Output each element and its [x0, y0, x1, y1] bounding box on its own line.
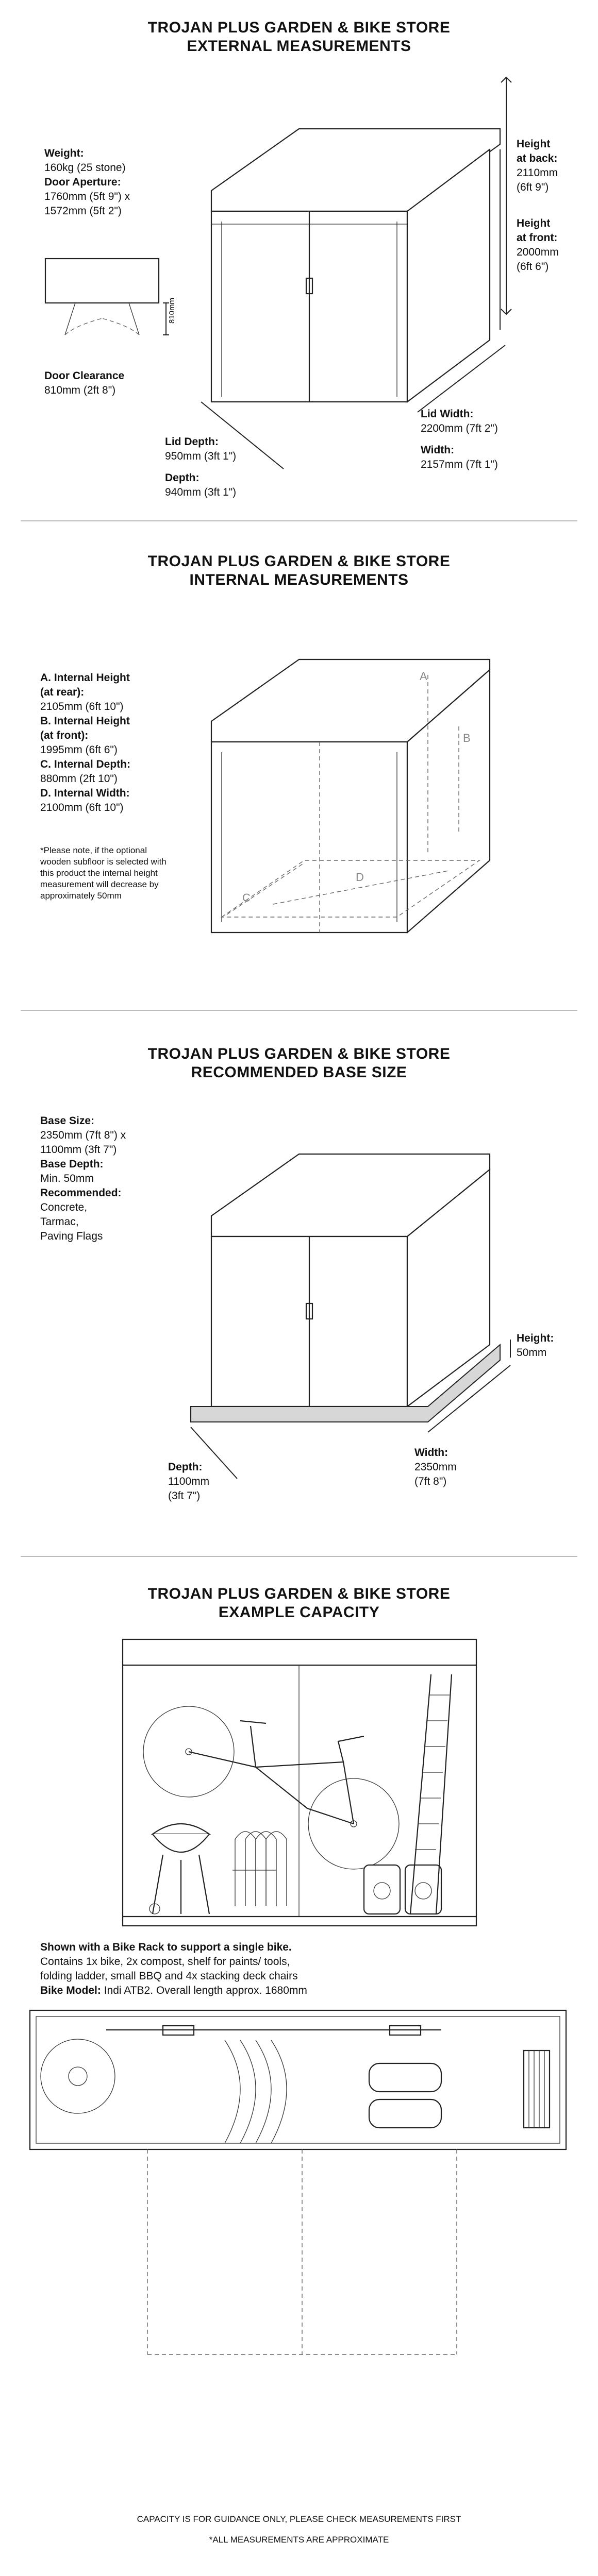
internal-title: [0, 552, 598, 589]
divider-2: [21, 1010, 577, 1011]
right-door-swing: [102, 318, 139, 335]
weight-block: [44, 146, 130, 218]
depth-label: Depth:: [165, 472, 200, 484]
base-title-line2: RECOMMENDED BASE SIZE: [191, 1064, 407, 1081]
recommended-item-1: Concrete,: [40, 1201, 88, 1213]
base-height-block: [517, 1331, 554, 1360]
external-shed-drawing: [191, 72, 500, 433]
base-height-value: 50mm: [517, 1347, 547, 1359]
base-depth-label: Base Depth:: [40, 1158, 104, 1170]
height-front-label-2: at front:: [517, 232, 558, 244]
door-clearance-diagram: [44, 258, 178, 371]
recommended-item-3: Paving Flags: [40, 1230, 103, 1242]
base-size-value-2: 1100mm (3ft 7"): [40, 1144, 117, 1156]
bike-model-value: Indi ATB2. Overall length approx. 1680mm: [104, 1985, 307, 1996]
divider-3: [21, 1556, 577, 1557]
base-width-block: [414, 1446, 457, 1489]
lid-width-label: Lid Width:: [421, 408, 474, 420]
b-value: 1995mm (6ft 6"): [40, 744, 118, 756]
base-width-label: Width:: [414, 1447, 448, 1459]
contains-line-1: Contains 1x bike, 2x compost, shelf for paints/ tools,: [40, 1956, 290, 1968]
base-depth-dim-value-2: (3ft 7"): [168, 1490, 201, 1502]
capacity-plan-drawing: [29, 2009, 575, 2360]
left-door-swing: [65, 318, 102, 335]
capacity-front-drawing: [122, 1638, 477, 1927]
a-label-2: (at rear):: [40, 686, 85, 698]
internal-title-line2: INTERNAL MEASUREMENTS: [189, 571, 409, 588]
height-back-block: [517, 137, 558, 195]
plan-ladder-icon: [524, 2050, 550, 2128]
door-clearance-value: 810mm (2ft 8"): [44, 384, 116, 396]
base-title-line1: TROJAN PLUS GARDEN & BIKE STORE: [147, 1045, 451, 1062]
door-aperture-value-2: 1572mm (5ft 2"): [44, 205, 122, 217]
lid-width-value: 2200mm (7ft 2"): [421, 422, 498, 434]
contains-line-2: folding ladder, small BBQ and 4x stacking deck chairs: [40, 1970, 298, 1982]
base-depth-value: Min. 50mm: [40, 1173, 94, 1184]
b-label-1: B. Internal Height: [40, 715, 130, 727]
internal-title-line1: TROJAN PLUS GARDEN & BIKE STORE: [147, 553, 451, 570]
depth-value: 940mm (3ft 1"): [165, 486, 237, 498]
recommended-item-2: Tarmac,: [40, 1216, 79, 1228]
letter-d: D: [356, 871, 364, 884]
a-value: 2105mm (6ft 10"): [40, 701, 124, 713]
external-title-line2: EXTERNAL MEASUREMENTS: [187, 38, 411, 55]
external-title: [0, 19, 598, 56]
height-front-value-1: 2000mm: [517, 246, 559, 258]
height-front-block: [517, 216, 559, 274]
plan-outline: [30, 2010, 566, 2149]
door-aperture-label: Door Aperture:: [44, 176, 121, 188]
height-back-value-1: 2110mm: [517, 167, 558, 179]
capacity-desc-block: [40, 1940, 307, 1998]
bike-model-label: Bike Model:: [40, 1985, 101, 1996]
height-front-label-1: Height: [517, 217, 551, 229]
subfloor-note: *Please note, if the optional wooden subfloor is selected with this product the internal height measurement will decrease by approximately 50mm: [40, 845, 167, 901]
letter-a: A: [420, 670, 427, 683]
width-value: 2157mm (7ft 1"): [421, 459, 498, 470]
base-depth-dim-label: Depth:: [168, 1461, 203, 1473]
clearance-shed-outline: [45, 259, 159, 303]
door-clearance-label: Door Clearance: [44, 370, 125, 382]
c-value: 880mm (2ft 10"): [40, 773, 118, 785]
b-label-2: (at front):: [40, 730, 89, 741]
base-shed-drawing: [180, 1097, 510, 1448]
lid-depth-value: 950mm (3ft 1"): [165, 450, 237, 462]
height-front-value-2: (6ft 6"): [517, 261, 549, 273]
lid-width-block: [421, 407, 498, 472]
shown-with-label: Shown with a Bike Rack to support a single bike.: [40, 1941, 292, 1953]
footer-line-1: CAPACITY IS FOR GUIDANCE ONLY, PLEASE CHECK MEASUREMENTS FIRST: [137, 2514, 461, 2524]
weight-label: Weight:: [44, 147, 84, 159]
width-label: Width:: [421, 444, 455, 456]
letter-c: C: [242, 891, 251, 904]
base-info-block: [40, 1114, 126, 1244]
capacity-title-line2: EXAMPLE CAPACITY: [218, 1604, 380, 1621]
door-clearance-block: [44, 369, 124, 398]
height-back-label-1: Height: [517, 138, 551, 150]
height-back-value-2: (6ft 9"): [517, 181, 549, 193]
base-width-value-1: 2350mm: [414, 1461, 457, 1473]
base-depth-block: [168, 1460, 209, 1503]
d-label: D. Internal Width:: [40, 787, 130, 799]
base-size-label: Base Size:: [40, 1115, 95, 1127]
d-value: 2100mm (6ft 10"): [40, 802, 124, 814]
divider-1: [21, 520, 577, 521]
internal-dims-block: [40, 671, 130, 815]
internal-shed-drawing: [191, 613, 500, 974]
c-label: C. Internal Depth:: [40, 758, 131, 770]
lid-depth-label: Lid Depth:: [165, 436, 219, 448]
clearance-dim-text: 810mm: [168, 297, 176, 324]
recommended-label: Recommended:: [40, 1187, 122, 1199]
a-label-1: A. Internal Height: [40, 672, 130, 684]
weight-value: 160kg (25 stone): [44, 162, 126, 174]
letter-b: B: [463, 732, 471, 744]
base-title: [0, 1045, 598, 1082]
base-width-value-2: (7ft 8"): [414, 1476, 447, 1487]
base-height-label: Height:: [517, 1332, 554, 1344]
lid-depth-block: [165, 435, 236, 500]
height-back-label-2: at back:: [517, 152, 558, 164]
base-size-value-1: 2350mm (7ft 8") x: [40, 1129, 126, 1141]
base-depth-dim-value-1: 1100mm: [168, 1476, 210, 1487]
external-title-line1: TROJAN PLUS GARDEN & BIKE STORE: [147, 19, 451, 36]
right-door-leaf: [129, 303, 139, 335]
capacity-title: [0, 1585, 598, 1622]
bike-model-line: [40, 1984, 307, 1998]
footer-line-2: *ALL MEASUREMENTS ARE APPROXIMATE: [209, 2535, 389, 2545]
capacity-title-line1: TROJAN PLUS GARDEN & BIKE STORE: [147, 1585, 451, 1602]
door-aperture-value-1: 1760mm (5ft 9") x: [44, 191, 130, 202]
left-door-leaf: [65, 303, 75, 335]
